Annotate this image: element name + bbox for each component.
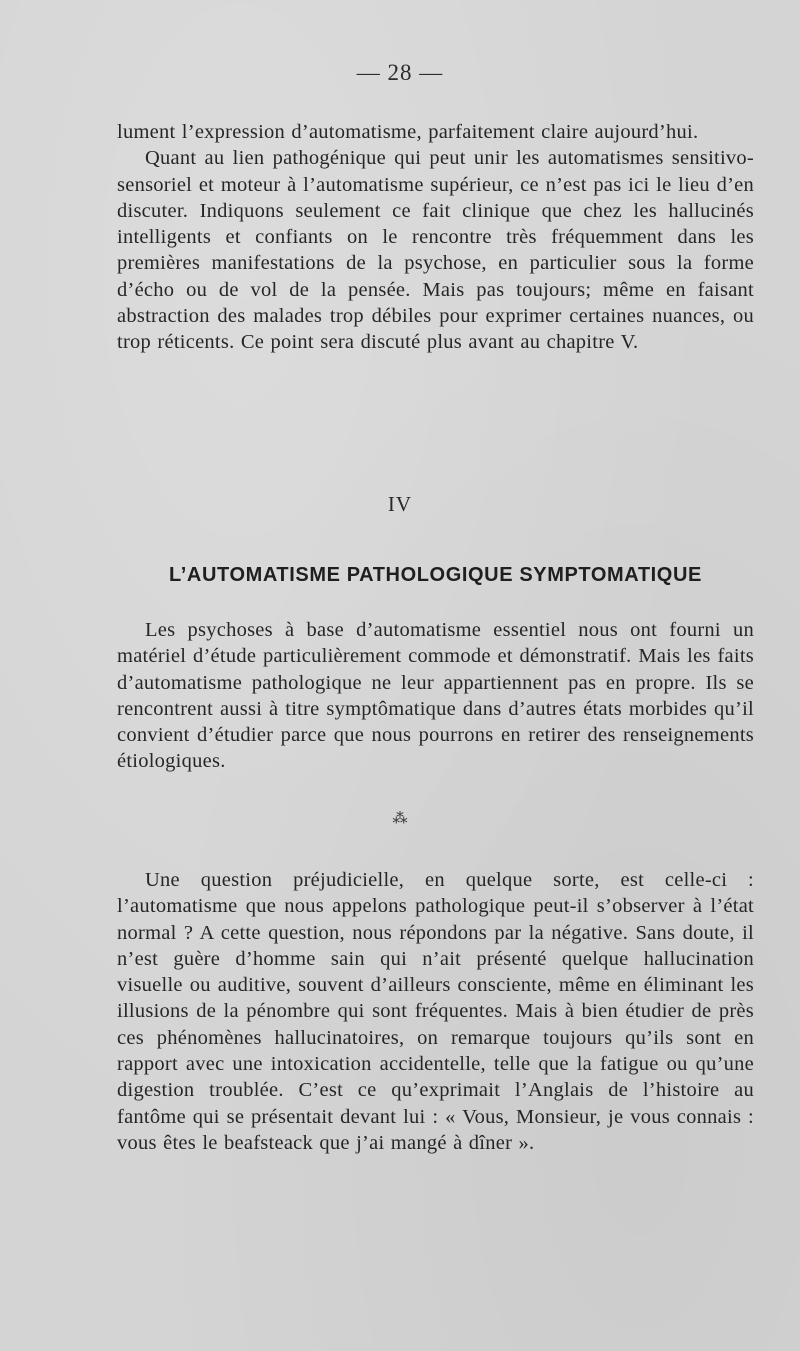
paragraph-question: Une question préjudicielle, en quelque sorte, est celle-ci : l’automatisme que nous appelons pathologique peut-il s’observer à l’état normal ? A cette question, nous répondons par la négative. Sans doute, il n’est guère d’homme sain qui n’ait présenté quelque hallucination visuelle ou auditive, souvent d’ailleurs consciente, même en éliminant les illusions de la pénombre qui sont fréquentes. Mais à bien étudier de près ces phénomènes hallucinatoires, on remarque toujours qu’ils sont en rapport avec une intoxication accidentelle, telle que la fatigue ou qu’une digestion troublée. C’est ce qu’exprimait l’Anglais de l’histoire au fantôme qui se présentait devant lui : « Vous, Monsieur, je vous connais : vous êtes le beafsteack que j’ai mangé à dîner ». bbox=[117, 869, 754, 1154]
section-intro-text bbox=[117, 617, 754, 775]
continuation-text bbox=[117, 119, 754, 356]
section-title: L’AUTOMATISME PATHOLOGIQUE SYMPTOMATIQUE bbox=[169, 564, 702, 586]
section-body-text bbox=[117, 867, 754, 1156]
paragraph-pathogenic-link: Quant au lien pathogénique qui peut unir les automatismes sensitivo-sensoriel et moteur à l’automatisme supérieur, ce n’est pas ici le lieu d’en discuter. Indiquons seulement ce fait clinique que chez les hallucinés intelligents et confiants on le rencontre très fréquemment dans les premières manifestations de la psychose, en particulier sous la forme d’écho ou de vol de la pensée. Mais pas toujours; même en faisant abstraction des malades trop débiles pour exprimer certaines nuances, ou trop réticents. Ce point sera discuté plus avant au chapitre V. bbox=[117, 147, 754, 354]
paragraph-continuation: lument l’expression d’automatisme, parfaitement claire aujourd’hui. bbox=[117, 121, 699, 143]
section-number: IV bbox=[387, 492, 413, 516]
asterism-separator: ⁂ bbox=[392, 811, 408, 827]
page-number: — 28 — bbox=[356, 60, 444, 85]
paragraph-intro: Les psychoses à base d’automatisme essentiel nous ont fourni un matériel d’étude particulièrement commode et démonstratif. Mais les faits d’automatisme pathologique ne leur appartiennent pas en propre. Ils se rencontrent aussi à titre symptômatique dans d’autres états morbides qu’il convient d’étudier parce que nous pourrons en retirer des renseignements étiologiques. bbox=[117, 619, 754, 773]
